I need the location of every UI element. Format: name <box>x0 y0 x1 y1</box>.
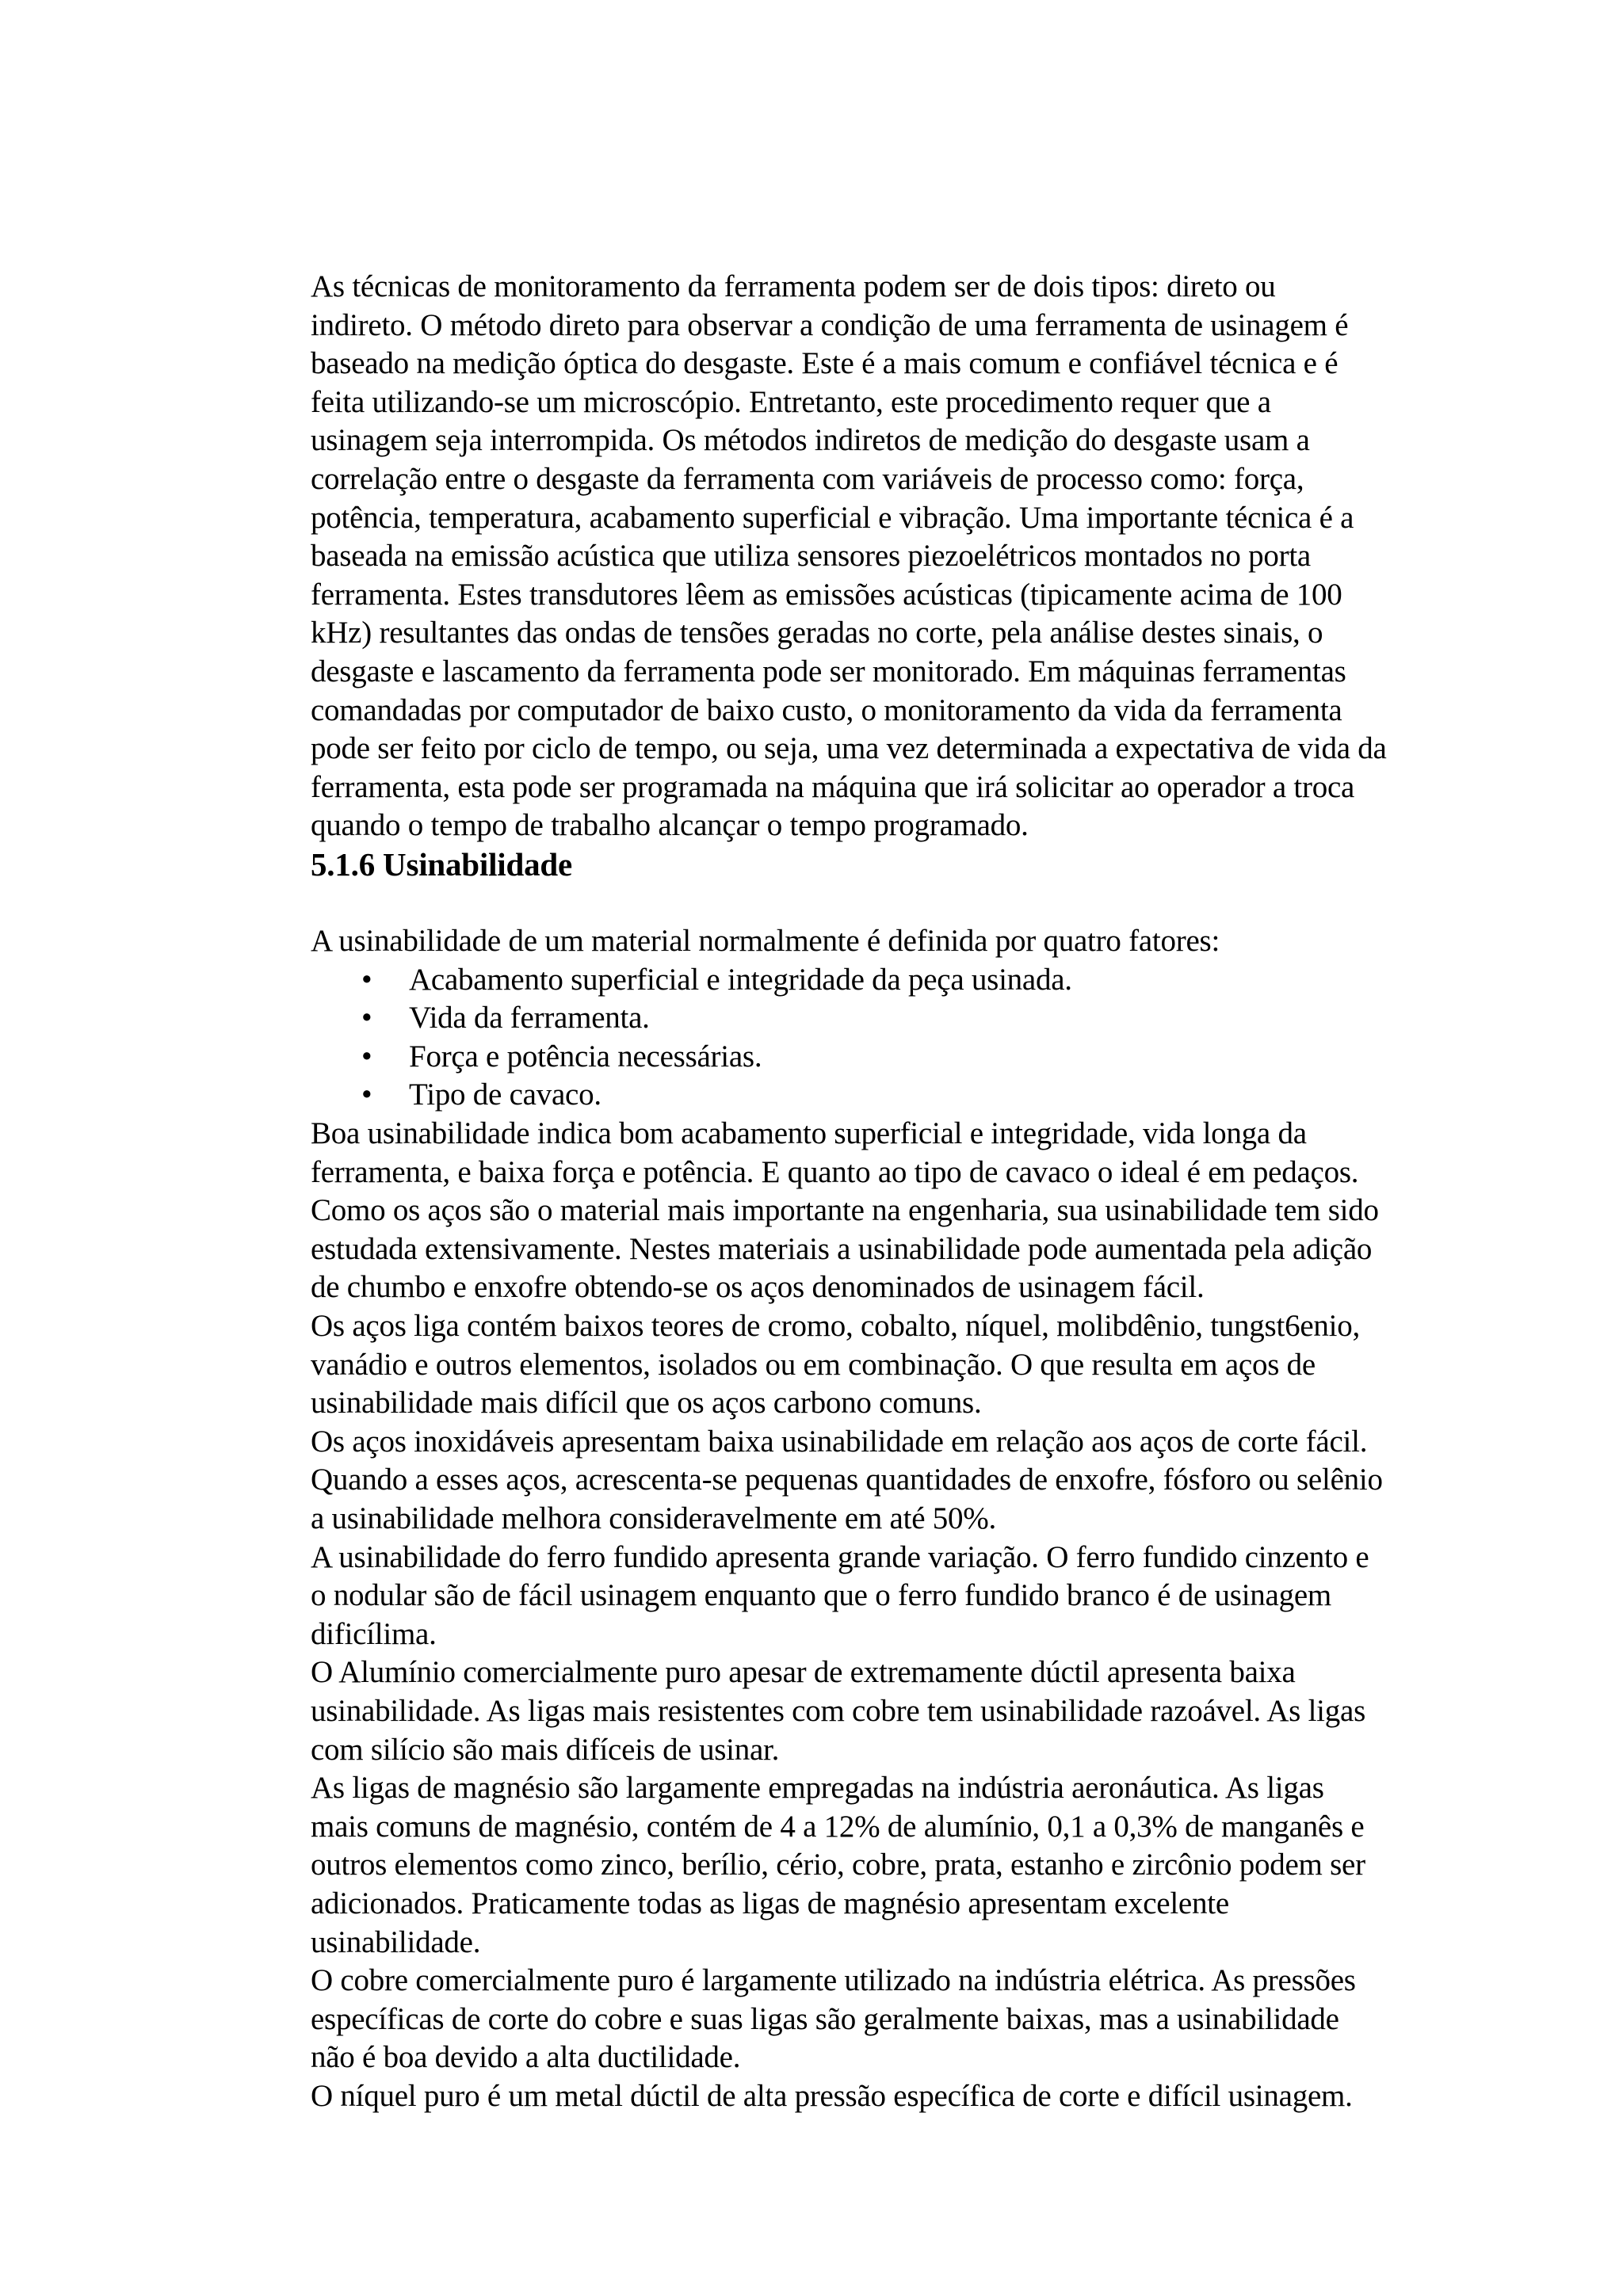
text-line: A usinabilidade de um material normalmente é definida por quatro fatores: <box>311 924 1220 959</box>
text-line: usinabilidade. As ligas mais resistentes com cobre tem usinabilidade razoável. As ligas <box>311 1693 1366 1728</box>
text-line: usinabilidade mais difícil que os aços carbono comuns. <box>311 1386 982 1421</box>
list-item-text: Acabamento superficial e integridade da peça usinada. <box>409 962 1072 997</box>
text-line: comandadas por computador de baixo custo, o monitoramento da vida da ferramenta <box>311 692 1342 727</box>
bullet-icon: • <box>361 1039 372 1074</box>
paragraph-materials <box>311 1115 1484 2115</box>
text-line: estudada extensivamente. Nestes materiais a usinabilidade pode aumentada pela adição <box>311 1231 1373 1266</box>
text-line: Boa usinabilidade indica bom acabamento superficial e integridade, vida longa da <box>311 1116 1307 1151</box>
list-item <box>311 961 1484 1000</box>
text-line: ferramenta, esta pode ser programada na máquina que irá solicitar ao operador a troca <box>311 769 1355 804</box>
text-line: vanádio e outros elementos, isolados ou em combinação. O que resulta em aços de <box>311 1347 1316 1382</box>
bullet-icon: • <box>361 1001 372 1035</box>
text-line: ferramenta, e baixa força e potência. E quanto ao tipo de cavaco o ideal é em pedaços. <box>311 1154 1359 1189</box>
list-item <box>311 1038 1484 1077</box>
text-line: O níquel puro é um metal dúctil de alta pressão específica de corte e difícil usinagem. <box>311 2078 1353 2113</box>
factor-list <box>311 961 1484 1115</box>
text-line: baseado na medição óptica do desgaste. Este é a mais comum e confiável técnica e é <box>311 346 1338 381</box>
list-item-text: Tipo de cavaco. <box>409 1077 601 1112</box>
text-line: com silício são mais difíceis de usinar. <box>311 1732 780 1767</box>
paragraph-tool-monitoring <box>311 268 1484 845</box>
list-item <box>311 1076 1484 1115</box>
text-line: dificílima. <box>311 1616 437 1651</box>
text-line: Os aços inoxidáveis apresentam baixa usinabilidade em relação aos aços de corte fácil. <box>311 1424 1368 1459</box>
list-item-text: Força e potência necessárias. <box>409 1039 762 1074</box>
text-line: potência, temperatura, acabamento superficial e vibração. Uma importante técnica é a <box>311 500 1354 535</box>
text-line: a usinabilidade melhora consideravelmente em até 50%. <box>311 1501 996 1535</box>
text-line: As técnicas de monitoramento da ferramenta podem ser de dois tipos: direto ou <box>311 269 1276 303</box>
text-line: mais comuns de magnésio, contém de 4 a 12% de alumínio, 0,1 a 0,3% de manganês e <box>311 1809 1365 1844</box>
text-line: específicas de corte do cobre e suas ligas são geralmente baixas, mas a usinabilidade <box>311 2001 1339 2036</box>
text-line: baseada na emissão acústica que utiliza sensores piezoelétricos montados no porta <box>311 539 1311 574</box>
text-line: usinabilidade. <box>311 1924 481 1959</box>
text-line: ferramenta. Estes transdutores lêem as emissões acústicas (tipicamente acima de 100 <box>311 577 1342 612</box>
list-item <box>311 999 1484 1038</box>
text-line: Quando a esses aços, acrescenta-se pequenas quantidades de enxofre, fósforo ou selênio <box>311 1463 1383 1497</box>
paragraph-intro <box>311 922 1484 961</box>
list-item-text: Vida da ferramenta. <box>409 1001 650 1035</box>
text-line: correlação entre o desgaste da ferramenta com variáveis de processo como: força, <box>311 461 1304 496</box>
text-line: adicionados. Praticamente todas as ligas de magnésio apresentam excelente <box>311 1886 1229 1920</box>
text-line: A usinabilidade do ferro fundido apresenta grande variação. O ferro fundido cinzento e <box>311 1539 1369 1574</box>
text-line: O cobre comercialmente puro é largamente utilizado na indústria elétrica. As pressões <box>311 1963 1356 1998</box>
section-heading: 5.1.6 Usinabilidade <box>311 845 572 883</box>
text-line: O Alumínio comercialmente puro apesar de extremamente dúctil apresenta baixa <box>311 1655 1296 1690</box>
text-line: outros elementos como zinco, berílio, cério, cobre, prata, estanho e zircônio podem ser <box>311 1848 1365 1882</box>
text-line: indireto. O método direto para observar a condição de uma ferramenta de usinagem é <box>311 307 1349 342</box>
text-line: quando o tempo de trabalho alcançar o tempo programado. <box>311 808 1029 843</box>
text-line: desgaste e lascamento da ferramenta pode ser monitorado. Em máquinas ferramentas <box>311 654 1346 688</box>
text-line: de chumbo e enxofre obtendo-se os aços denominados de usinagem fácil. <box>311 1270 1205 1305</box>
text-line: Como os aços são o material mais importante na engenharia, sua usinabilidade tem sido <box>311 1193 1379 1228</box>
text-line: Os aços liga contém baixos teores de cromo, cobalto, níquel, molibdênio, tungst6enio, <box>311 1309 1360 1344</box>
text-line: não é boa devido a alta ductilidade. <box>311 2040 741 2075</box>
text-line: pode ser feito por ciclo de tempo, ou seja, uma vez determinada a expectativa de vida da <box>311 731 1387 766</box>
document-body <box>311 268 1484 2116</box>
text-line: As ligas de magnésio são largamente empregadas na indústria aeronáutica. As ligas <box>311 1771 1324 1806</box>
text-line: o nodular são de fácil usinagem enquanto que o ferro fundido branco é de usinagem <box>311 1578 1331 1613</box>
bullet-icon: • <box>361 1077 372 1112</box>
text-line: feita utilizando-se um microscópio. Entretanto, este procedimento requer que a <box>311 384 1271 419</box>
bullet-icon: • <box>361 962 372 997</box>
blank-line <box>311 884 1484 923</box>
text-line: kHz) resultantes das ondas de tensões geradas no corte, pela análise destes sinais, o <box>311 616 1323 650</box>
text-line: usinagem seja interrompida. Os métodos indiretos de medição do desgaste usam a <box>311 423 1310 458</box>
